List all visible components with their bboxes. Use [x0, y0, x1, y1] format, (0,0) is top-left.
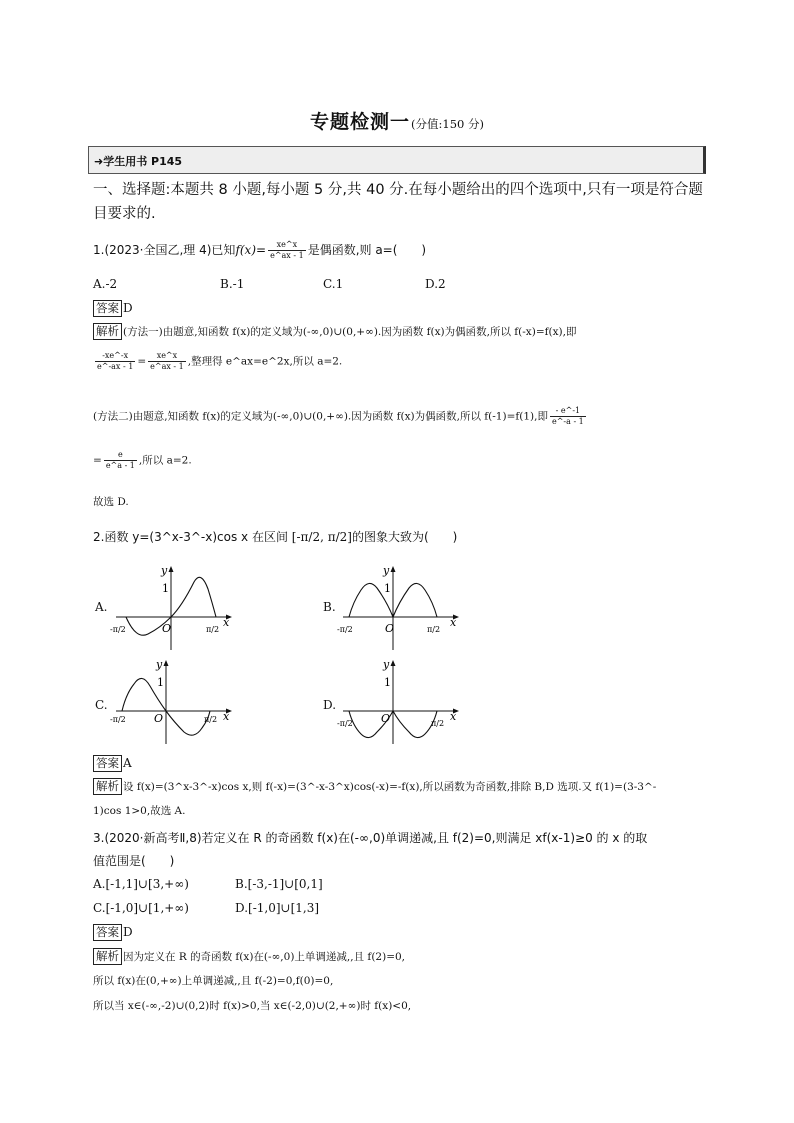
q2-stem-b: 的图象大致为( )	[351, 530, 458, 544]
x-label: x	[223, 710, 230, 723]
graph-c-label: C.	[95, 698, 108, 712]
q1-option-b: B.-1	[220, 277, 245, 291]
q1-solution-2-eq	[93, 450, 192, 471]
q1-option-c: C.1	[323, 277, 344, 291]
title-main: 专题检测一	[310, 111, 411, 133]
q3-stem-2: 值范围是( )	[93, 854, 175, 868]
analysis-tag: 解析	[93, 323, 122, 340]
neg-tick-label: -π/2	[110, 625, 126, 634]
q1-option-d: D.2	[425, 277, 446, 291]
graph-d	[335, 656, 465, 748]
y-arrow-icon	[169, 566, 174, 572]
q3-solution-3: 所以当 x∈(-∞,-2)∪(0,2)时 f(x)>0,当 x∈(-2,0)∪(2,+∞)时 f(x)<0,	[93, 1000, 412, 1012]
one-label: 1	[384, 676, 391, 689]
q2-answer-value: A	[123, 756, 132, 770]
q1-solution-1-eq	[93, 351, 342, 372]
q3-option-d: D.[-1,0]∪[1,3]	[235, 901, 320, 915]
graph-b-label: B.	[323, 600, 336, 614]
q2-stem-a: 2.函数 y=(3^x-3^-x)cos x 在区间	[93, 530, 288, 544]
q2-solution-1	[93, 778, 656, 795]
q3-option-a: A.[-1,1]∪[3,+∞)	[93, 877, 189, 891]
q1-sol2-frac1	[550, 406, 586, 427]
title-score: (分值:150 分)	[411, 117, 484, 131]
q3-option-b: B.[-3,-1]∪[0,1]	[235, 877, 323, 891]
q2-sol-line1: 设 f(x)=(3^x-3^-x)cos x,则 f(-x)=(3^-x-3^x)cos(-x)=-f(x),所以函数为奇函数,排除 B,D 选项.又 f(1)=(3-3^-	[123, 781, 657, 793]
q2-answer	[93, 755, 132, 772]
q1-sol2-tail: ,所以 a=2.	[138, 454, 192, 467]
frac-num: - e^-1	[550, 406, 586, 417]
pos-tick-label: π/2	[206, 625, 220, 634]
q1-solution-2	[93, 406, 588, 427]
q1-frac-num: xe^x	[268, 240, 306, 251]
y-arrow-icon	[391, 660, 396, 666]
graph-d-label: D.	[323, 698, 337, 712]
section-heading: 一、选择题:本题共 8 小题,每小题 5 分,共 40 分.在每小题给出的四个选项中,只有一项是符合题目要求的.	[93, 182, 703, 222]
origin-label: O	[381, 712, 391, 725]
pos-tick-label: π/2	[204, 715, 218, 724]
q1-solution-1	[93, 323, 576, 340]
one-label: 1	[162, 582, 169, 595]
y-label: y	[161, 564, 168, 577]
pos-tick-label: π/2	[431, 719, 445, 728]
q1-fraction	[268, 240, 306, 261]
origin-label: O	[154, 712, 164, 725]
graph-c	[108, 656, 238, 748]
page-title	[0, 107, 794, 134]
q1-sol1-frac2	[148, 351, 186, 372]
q1-sol1-text: (方法一)由题意,知函数 f(x)的定义域为(-∞,0)∪(0,+∞).因为函数 f(x)为偶函数,所以 f(-x)=f(x),即	[123, 326, 577, 338]
answer-tag: 答案	[93, 924, 122, 941]
q3-stem-1: 3.(2020·新高考Ⅱ,8)若定义在 R 的奇函数 f(x)在(-∞,0)单调递减,且 f(2)=0,则满足 xf(x-1)≥0 的 x 的取	[93, 831, 648, 845]
y-label: y	[156, 658, 163, 671]
equals-sign: =	[137, 355, 147, 368]
frac-den: e^a - 1	[105, 461, 135, 470]
q3-answer	[93, 924, 133, 941]
banner-text: ➜学生用书 P145	[94, 155, 183, 168]
origin-label: O	[385, 622, 395, 635]
y-label: y	[383, 564, 390, 577]
analysis-tag: 解析	[93, 778, 122, 795]
neg-tick-label: -π/2	[110, 715, 126, 724]
neg-tick-label: -π/2	[337, 625, 353, 634]
frac-den: e^-ax - 1	[97, 362, 134, 371]
q3-answer-value: D	[123, 925, 133, 939]
q1-sol2-text: (方法二)由题意,知函数 f(x)的定义域为(-∞,0)∪(0,+∞).因为函数 f(x)为偶函数,所以 f(-1)=f(1),即	[93, 410, 548, 423]
frac-num: -xe^-x	[95, 351, 135, 362]
q1-suffix: 是偶函数,则 a=( )	[307, 243, 427, 257]
y-arrow-icon	[164, 660, 169, 666]
student-book-banner	[88, 146, 706, 174]
graph-a	[108, 562, 238, 654]
q1-prefix: 1.(2023·全国乙,理 4)已知	[93, 243, 236, 257]
x-label: x	[223, 616, 230, 629]
q1-sol1-tail: ,整理得 e^ax=e^2x,所以 a=2.	[187, 355, 343, 368]
q1-conclusion: 故选 D.	[93, 496, 129, 508]
y-arrow-icon	[391, 566, 396, 572]
x-label: x	[450, 616, 457, 629]
equals-sign: =	[93, 454, 102, 467]
q2-stem	[93, 528, 457, 545]
q1-sol2-frac2	[104, 450, 137, 471]
q1-sol1-frac1	[95, 351, 135, 372]
q2-solution-2: 1)cos 1>0,故选 A.	[93, 805, 186, 817]
q1-option-a: A.-2	[93, 277, 118, 291]
answer-tag: 答案	[93, 300, 122, 317]
q1-frac-den: e^ax - 1	[270, 251, 304, 260]
frac-den: e^-a - 1	[551, 417, 584, 426]
frac-num: xe^x	[148, 351, 186, 362]
graph-a-label: A.	[95, 600, 108, 614]
origin-label: O	[162, 622, 172, 635]
q3-solution-2: 所以 f(x)在(0,+∞)上单调递减,,且 f(-2)=0,f(0)=0,	[93, 975, 334, 987]
q1-fx: f(x)=	[235, 243, 267, 257]
answer-tag: 答案	[93, 755, 122, 772]
one-label: 1	[157, 676, 164, 689]
frac-den: e^ax - 1	[150, 362, 184, 371]
q1-answer	[93, 300, 133, 317]
y-label: y	[383, 658, 390, 671]
neg-tick-label: -π/2	[337, 719, 353, 728]
graph-b	[335, 562, 465, 654]
pos-tick-label: π/2	[427, 625, 441, 634]
x-label: x	[450, 710, 457, 723]
q3-sol-line1: 因为定义在 R 的奇函数 f(x)在(-∞,0)上单调递减,,且 f(2)=0,	[123, 951, 406, 963]
q2-interval: [-π/2, π/2]	[291, 530, 352, 544]
frac-num: e	[104, 450, 137, 461]
q3-option-c: C.[-1,0]∪[1,+∞)	[93, 901, 189, 915]
q1-answer-value: D	[123, 301, 133, 315]
one-label: 1	[384, 582, 391, 595]
q3-solution-1	[93, 948, 405, 965]
analysis-tag: 解析	[93, 948, 122, 965]
q1-stem	[93, 240, 426, 261]
